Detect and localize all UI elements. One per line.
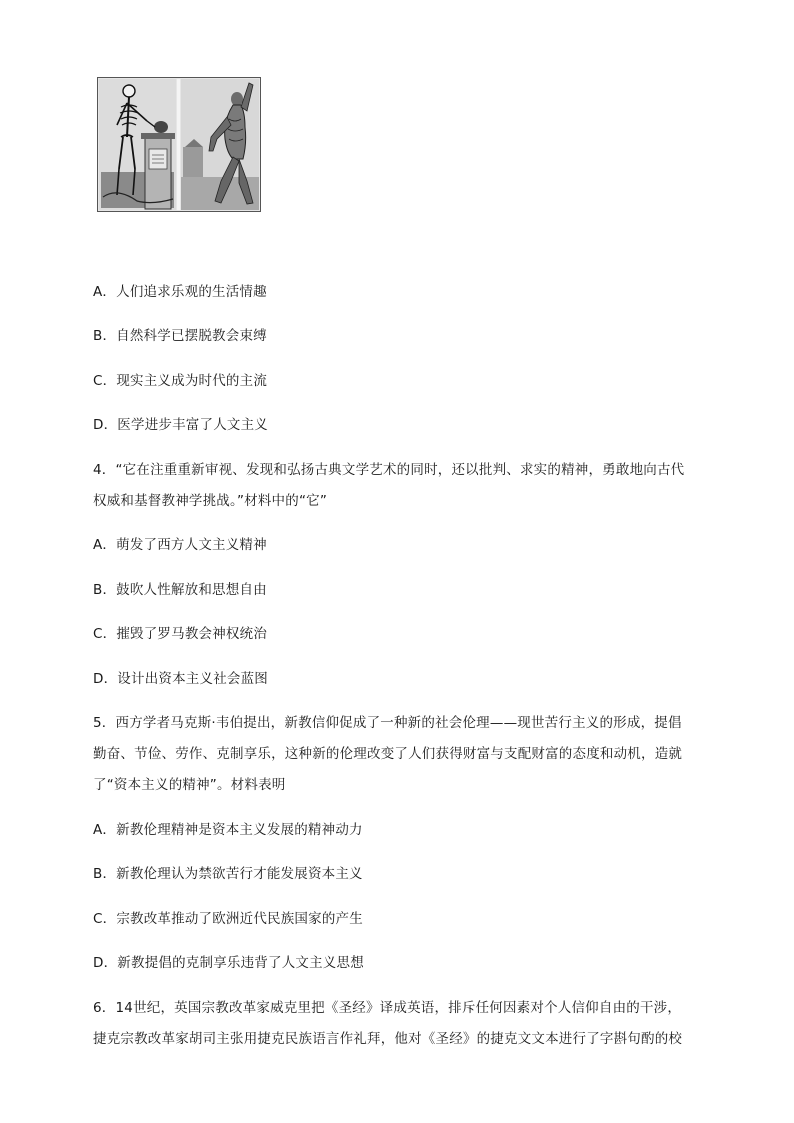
anatomical-engraving-image [97, 77, 261, 212]
q5-stem-line-3: 了“资本主义的精神”。材料表明 [93, 777, 286, 793]
q5-stem-line-2: 勤奋、节俭、劳作、克制享乐，这种新的伦理改变了人们获得财富与支配财富的态度和动机，造就 [93, 746, 683, 762]
q3-option-a: A．人们追求乐观的生活情趣 [93, 284, 267, 300]
q5-option-a: A．新教伦理精神是资本主义发展的精神动力 [93, 822, 363, 838]
q4-option-b: B．鼓吹人性解放和思想自由 [93, 582, 267, 598]
q4-stem-line-2: 权威和基督教神学挑战。”材料中的“它” [93, 493, 328, 509]
q5-stem-line-1: 5．西方学者马克斯·韦伯提出，新教信仰促成了一种新的社会伦理——现世苦行主义的形成，提倡 [93, 715, 682, 731]
q3-option-b: B．自然科学已摆脱教会束缚 [93, 328, 267, 344]
q4-option-d: D．设计出资本主义社会蓝图 [93, 671, 268, 687]
q4-option-a: A．萌发了西方人文主义精神 [93, 537, 267, 553]
q3-option-d: D．医学进步丰富了人文主义 [93, 417, 268, 433]
q5-option-d: D．新教提倡的克制享乐违背了人文主义思想 [93, 955, 364, 971]
q4-option-c: C．摧毁了罗马教会神权统治 [93, 626, 268, 642]
q5-option-b: B．新教伦理认为禁欲苦行才能发展资本主义 [93, 866, 363, 882]
q4-stem-line-1: 4．“它在注重重新审视、发现和弘扬古典文学艺术的同时，还以批判、求实的精神，勇敢地向古代 [93, 462, 685, 478]
q3-option-c: C．现实主义成为时代的主流 [93, 373, 268, 389]
q6-stem-line-1: 6．14世纪，英国宗教改革家威克里把《圣经》译成英语，排斥任何因素对个人信仰自由的干涉， [93, 1000, 682, 1016]
q5-option-c: C．宗教改革推动了欧洲近代民族国家的产生 [93, 911, 363, 927]
q6-stem-line-2: 捷克宗教改革家胡司主张用捷克民族语言作礼拜，他对《圣经》的捷克文文本进行了字斟句酌的校 [93, 1031, 683, 1047]
